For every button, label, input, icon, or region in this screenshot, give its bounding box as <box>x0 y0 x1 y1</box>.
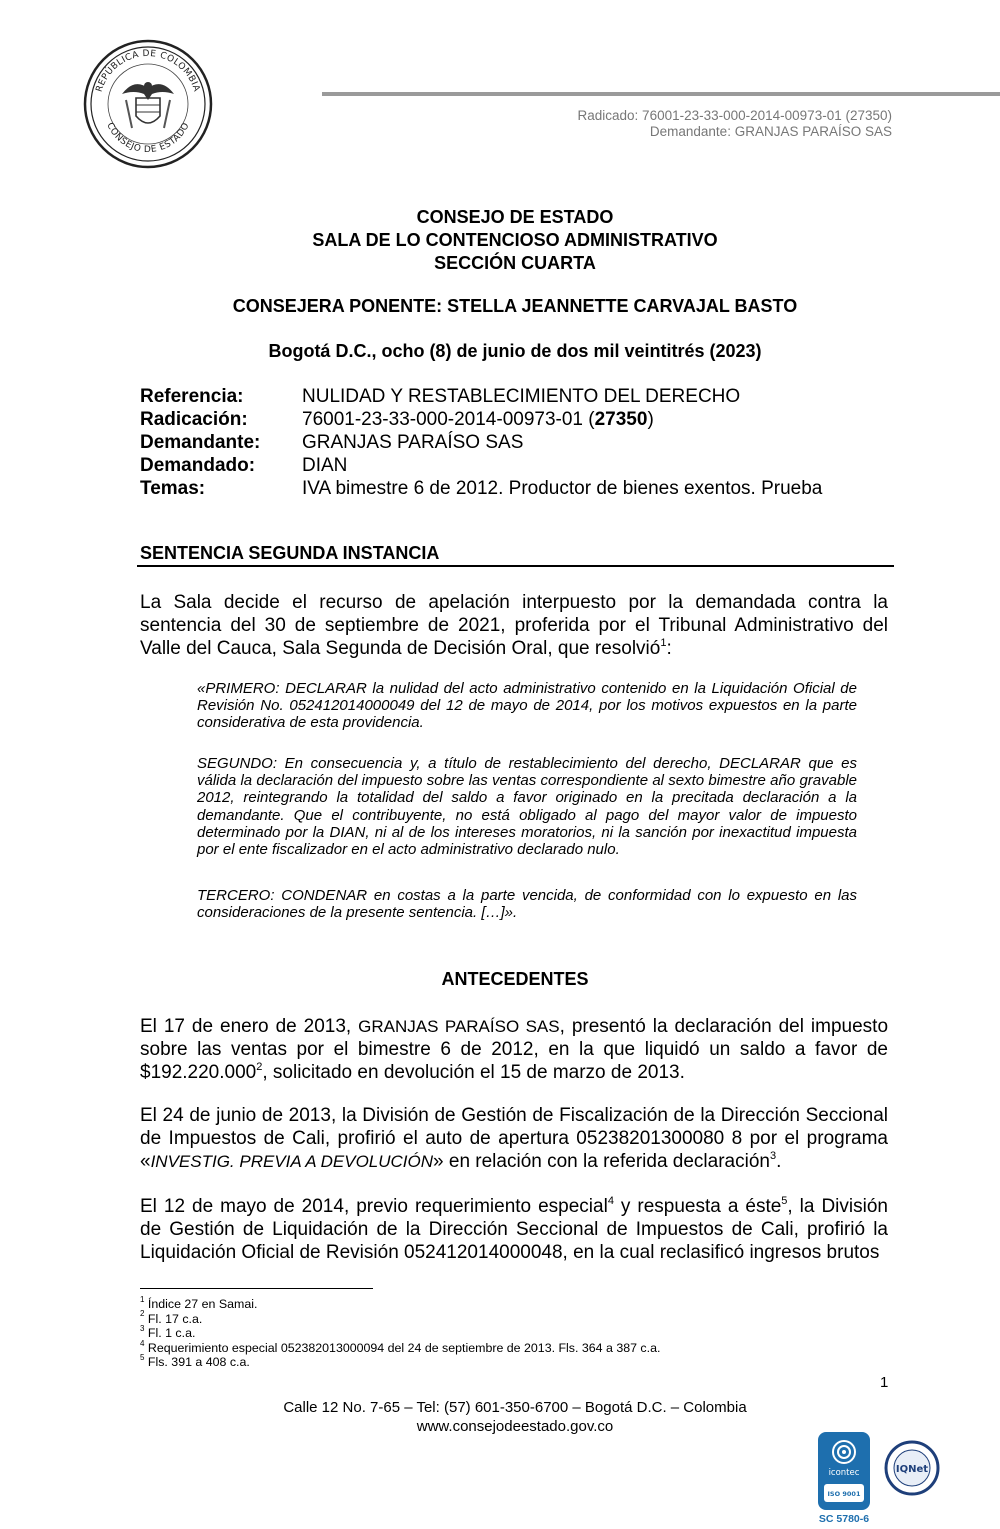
footnote: $^3$ Fl. 1 c.a. <box>140 1324 196 1341</box>
consejo-de-estado-seal <box>82 38 214 170</box>
sentencia-underline <box>137 565 894 567</box>
footer-website[interactable]: www.consejodeestado.gov.co <box>416 1418 614 1435</box>
temas-value: IVA bimestre 6 de 2012. Productor de bienes exentos. Prueba <box>302 478 823 499</box>
radicacion-row <box>140 408 822 431</box>
reference-row <box>140 385 822 408</box>
court-name: CONSEJO DE ESTADO <box>416 207 614 227</box>
icontec-logo <box>818 1432 870 1510</box>
antecedentes-paragraph-2: El 24 de junio de 2013, la División de Gestión de Fiscalización de la Dirección Seccional de Impuestos de Cali, profirió el auto de apertura 05238201300080 8 por el programa «INVESTIG. PREVIA A DEVOLUCIÓN» en relación con la referida declaración$^3$. <box>140 1105 888 1172</box>
quote-segundo: SEGUNDO: En consecuencia y, a título de restablecimiento del derecho, DECLARAR que es válida la declaración del impuesto sobre las ventas correspondiente al sexto bimestre año gravable 2012, reintegrando la totalidad del saldo a favor originado en la precitada declaración a la demandante. Que el contribuyente, no está obligado al pago del mayor valor de impuesto determinado por la DIAN, ni al de los intereses moratorios, ni la sanción por inexactitud impuesta por el ente fiscalizador en el acto administrativo declarado nulo. <box>197 755 857 859</box>
svg-text:IQNet: IQNet <box>895 1464 929 1475</box>
svg-text:REPÚBLICA DE COLOMBIA: REPÚBLICA DE COLOMBIA <box>94 48 202 94</box>
header-divider <box>322 92 1000 96</box>
court-section: SECCIÓN CUARTA <box>434 253 596 273</box>
footnotes <box>140 1294 661 1370</box>
radicacion-label: Radicación: <box>140 409 248 430</box>
reference-table <box>140 385 822 500</box>
header-demandante: Demandante: GRANJAS PARAÍSO SAS <box>649 124 892 139</box>
reference-value: NULIDAD Y RESTABLECIMIENTO DEL DERECHO <box>302 386 741 407</box>
page-footer <box>0 1398 1000 1436</box>
footnote: $^1$ Índice 27 en Samai. <box>140 1294 258 1311</box>
header-metadata <box>578 108 892 140</box>
footnote: $^5$ Fls. 391 a 408 c.a. <box>140 1353 250 1370</box>
demandado-row <box>140 454 822 477</box>
temas-row <box>140 477 822 500</box>
page-number: 1 <box>880 1374 889 1391</box>
footer-address: Calle 12 No. 7-65 – Tel: (57) 601-350-6700 – Bogotá D.C. – Colombia <box>283 1399 747 1416</box>
demandante-value: GRANJAS PARAÍSO SAS <box>302 432 524 453</box>
ponente-line: CONSEJERA PONENTE: STELLA JEANNETTE CARVAJAL BASTO <box>232 296 798 316</box>
demandado-value: DIAN <box>302 455 348 476</box>
footnote: $^4$ Requerimiento especial 052382013000094 del 24 de septiembre de 2013. Fls. 364 a 387 c.a. <box>140 1338 661 1355</box>
demandante-row <box>140 431 822 454</box>
svg-text:CONSEJO DE ESTADO: CONSEJO DE ESTADO <box>104 121 192 156</box>
demandado-label: Demandado: <box>140 455 256 476</box>
iqnet-logo <box>884 1440 940 1496</box>
radicacion-value: 76001-23-33-000-2014-00973-01 (27350) <box>302 409 654 430</box>
antecedentes-heading: ANTECEDENTES <box>441 969 589 989</box>
icontec-certificate-code: SC 5780-6 <box>818 1513 870 1525</box>
intro-paragraph: La Sala decide el recurso de apelación interpuesto por la demandada contra la sentencia del 30 de septiembre de 2021, proferida por el Tribunal Administrativo del Valle del Cauca, Sala Segunda de Decisión Oral, que resolvió$^1$: <box>140 592 888 659</box>
quote-tercero: TERCERO: CONDENAR en costas a la parte vencida, de conformidad con lo expuesto en las consideraciones de la presente sentencia. […]». <box>197 887 857 922</box>
temas-label: Temas: <box>140 478 206 499</box>
antecedentes-paragraph-1: El 17 de enero de 2013, GRANJAS PARAÍSO SAS, presentó la declaración del impuesto sobre las ventas por el bimestre 6 de 2012, en la que liquidó un saldo a favor de $192.220.000$^2$, solicitado en devolución el 15 de marzo de 2013. <box>140 1016 889 1083</box>
quote-primero: «PRIMERO: DECLARAR la nulidad del acto administrativo contenido en la Liquidación Oficial de Revisión No. 052412014000049 del 12 de mayo de 2014, por los motivos expuestos en la parte considerativa de esta providencia. <box>197 680 857 732</box>
reference-label: Referencia: <box>140 386 244 407</box>
antecedentes-paragraph-3: El 12 de mayo de 2014, previo requerimiento especial$^4$ y respuesta a éste$^5$, la División de Gestión de Liquidación de la Dirección Seccional de Impuestos de Cali, profirió la Liquidación Oficial de Revisión 052412014000048, en la cual reclasificó ingresos brutos <box>140 1194 888 1263</box>
header-radicado: Radicado: 76001-23-33-000-2014-00973-01 (27350) <box>577 108 892 123</box>
svg-text:icontec: icontec <box>828 1468 860 1478</box>
date-line: Bogotá D.C., ocho (8) de junio de dos mil veintitrés (2023) <box>268 341 762 361</box>
footnote-divider <box>140 1288 373 1289</box>
footnote: $^2$ Fl. 17 c.a. <box>140 1309 203 1326</box>
sentencia-heading: SENTENCIA SEGUNDA INSTANCIA <box>140 543 440 563</box>
demandante-label: Demandante: <box>140 432 261 453</box>
svg-text:ISO 9001: ISO 9001 <box>827 1490 861 1498</box>
court-heading <box>0 206 1000 275</box>
court-chamber: SALA DE LO CONTENCIOSO ADMINISTRATIVO <box>312 230 718 250</box>
